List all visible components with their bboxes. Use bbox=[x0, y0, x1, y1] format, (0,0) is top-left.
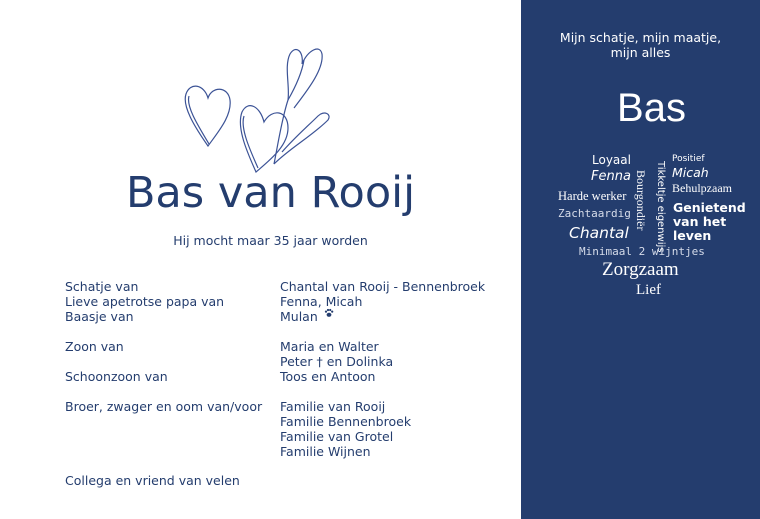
hearts-drawing-icon bbox=[178, 36, 338, 184]
relation-value: Peter † en Dolinka bbox=[280, 354, 394, 369]
word-behulpzaam: Behulpzaam bbox=[672, 181, 732, 195]
word-genietend-line: Genietend bbox=[673, 200, 746, 215]
word-bourgondier: Bourgondiër bbox=[634, 170, 648, 231]
relation-value-row bbox=[280, 309, 332, 324]
word-genietend-line: leven bbox=[673, 228, 712, 243]
word-harde-werker: Harde werker bbox=[558, 189, 627, 203]
paw-icon bbox=[324, 308, 334, 318]
word-genietend-line: van het bbox=[673, 214, 727, 229]
word-minimaal-wijntjes: Minimaal 2 wijntjes bbox=[579, 245, 705, 258]
relation-value: Familie Wijnen bbox=[280, 444, 371, 459]
relation-label: Lieve apetrotse papa van bbox=[65, 294, 225, 309]
relation-label: Broer, zwager en oom van/voor bbox=[65, 399, 263, 414]
deceased-name: Bas van Rooij bbox=[125, 168, 416, 218]
relation-value: Familie van Grotel bbox=[280, 429, 394, 444]
word-fenna: Fenna bbox=[591, 169, 631, 184]
relation-value: Maria en Walter bbox=[280, 339, 379, 354]
relation-value: Mulan bbox=[280, 309, 318, 324]
word-loyaal: Loyaal bbox=[592, 153, 631, 167]
age-subtitle: Hij mocht maar 35 jaar worden bbox=[173, 233, 368, 248]
word-cloud-name: Bas bbox=[617, 86, 686, 130]
quote-line: Mijn schatje, mijn maatje, bbox=[559, 30, 722, 45]
word-micah: Micah bbox=[672, 165, 709, 180]
word-tikkeltje-eigenwijs: Tikkeltje eigenwijs bbox=[655, 161, 666, 253]
word-genietend bbox=[673, 201, 746, 243]
relation-label: Collega en vriend van velen bbox=[65, 473, 240, 488]
word-zorgzaam: Zorgzaam bbox=[602, 259, 679, 280]
relation-label: Baasje van bbox=[65, 309, 134, 324]
relation-value: Toos en Antoon bbox=[280, 369, 376, 384]
word-zachtaardig: Zachtaardig bbox=[558, 207, 631, 220]
word-positief: Positief bbox=[672, 154, 705, 164]
word-lief: Lief bbox=[636, 282, 661, 298]
relation-value: Familie Bennenbroek bbox=[280, 414, 412, 429]
word-chantal: Chantal bbox=[569, 224, 629, 242]
relation-label: Schoonzoon van bbox=[65, 369, 168, 384]
relation-label: Zoon van bbox=[65, 339, 124, 354]
relation-label: Schatje van bbox=[65, 279, 139, 294]
quote-line: mijn alles bbox=[610, 45, 671, 60]
relation-value: Familie van Rooij bbox=[280, 399, 386, 414]
word-cloud-panel bbox=[521, 0, 760, 519]
quote bbox=[521, 30, 760, 60]
relation-value: Chantal van Rooij - Bennenbroek bbox=[280, 279, 486, 294]
relation-value: Fenna, Micah bbox=[280, 294, 363, 309]
